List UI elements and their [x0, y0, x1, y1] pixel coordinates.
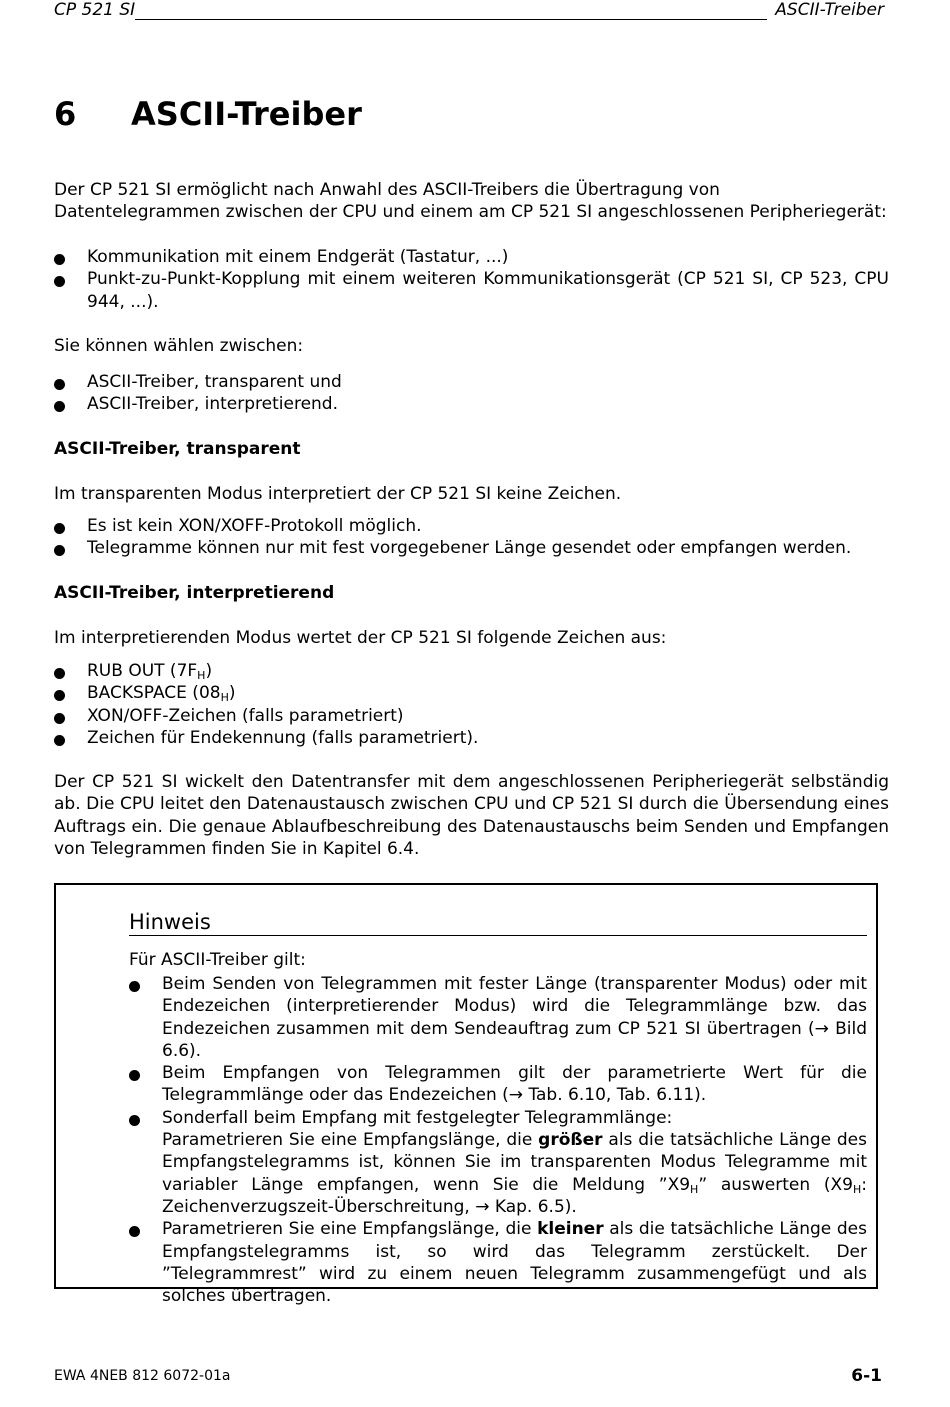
bullet-icon — [54, 735, 65, 746]
intro-paragraph: Der CP 521 SI ermöglicht nach Anwahl des ASCII-Treibers die Übertragung von Datentelegrammen zwischen der CPU und einem am CP 521 SI angeschlossenen Peripheriegerät: — [54, 180, 887, 223]
list-item: ASCII-Treiber, transparent und — [54, 371, 889, 393]
choose-text: Sie können wählen zwischen: — [54, 336, 304, 356]
bullet-icon — [129, 981, 140, 992]
transparent-bullet-list — [54, 515, 889, 560]
section-heading-transparent: ASCII-Treiber, transparent — [54, 439, 301, 459]
list-item: ASCII-Treiber, interpretierend. — [54, 393, 889, 415]
bullet-icon — [54, 668, 65, 679]
transparent-text: Im transparenten Modus interpretiert der CP 521 SI keine Zeichen. — [54, 484, 622, 504]
list-item: BACKSPACE $(08_H)$ — [54, 682, 889, 704]
list-item: Kommunikation mit einem Endgerät (Tastatur, ...) — [54, 246, 889, 268]
bullet-icon — [54, 545, 65, 556]
interpreting-text: Im interpretierenden Modus wertet der CP 521 SI folgende Zeichen aus: — [54, 628, 667, 648]
section-heading-interpreting: ASCII-Treiber, interpretierend — [54, 583, 335, 603]
bullet-icon — [129, 1070, 140, 1081]
bullet-icon — [54, 690, 65, 701]
running-header-left: CP 521 SI — [54, 0, 136, 20]
header-rule — [135, 19, 767, 20]
bullet-icon — [54, 523, 65, 534]
intro-bullet-list — [54, 246, 889, 313]
note-title-rule — [129, 935, 867, 936]
interpreting-bullet-list — [54, 660, 889, 749]
bullet-icon — [54, 713, 65, 724]
note-bullet-list — [129, 973, 867, 1307]
note-title: Hinweis — [129, 910, 211, 934]
chapter-number: 6 — [54, 95, 77, 133]
list-item: Es ist kein XON/XOFF-Protokoll möglich. — [54, 515, 889, 537]
page-number: 6-1 — [851, 1366, 882, 1386]
list-item: Parametrieren Sie eine Empfangslänge, die kleiner als die tatsächliche Länge des Empfangstelegramms ist, so wird das Telegramm zerstückelt. Der ”Telegrammrest” wird zu einem neuen Telegramm zusammengefügt und als solches übertragen. — [129, 1218, 867, 1307]
bullet-icon — [54, 276, 65, 287]
list-item: Punkt-zu-Punkt-Kopplung mit einem weiteren Kommunikationsgerät (CP 521 SI, CP 523, CPU 944, ...). — [54, 268, 889, 313]
list-item: Telegramme können nur mit fest vorgegebener Länge gesendet oder empfangen werden. — [54, 537, 889, 559]
list-item: Beim Empfangen von Telegrammen gilt der parametrierte Wert für die Telegrammlänge oder das Endezeichen (→ Tab. 6.10, Tab. 6.11). — [129, 1062, 867, 1107]
bullet-icon — [129, 1226, 140, 1237]
chapter-title: ASCII-Treiber — [131, 95, 362, 133]
footer-document-id: EWA 4NEB 812 6072-01a — [54, 1368, 231, 1384]
choose-bullet-list — [54, 371, 889, 416]
bullet-icon — [54, 254, 65, 265]
list-item: Sonderfall beim Empfang mit festgelegter Telegrammlänge: Parametrieren Sie eine Empfangslänge, die größer als die tatsächliche Länge des Empfangstelegramms ist, können Sie im transparenten Modus Telegramme mit variabler Länge empfangen, wenn Sie die Meldung $”X9_H$” auswerten ($X9_H$: Zeichenverzugszeit-Überschreitung, → Kap. 6.5). — [129, 1107, 867, 1218]
bullet-icon — [129, 1115, 140, 1126]
list-item: RUB OUT $(7F_H)$ — [54, 660, 889, 682]
closing-paragraph: Der CP 521 SI wickelt den Datentransfer mit dem angeschlossenen Peripheriegerät selbständig ab. Die CPU leitet den Datenaustausch zwischen CPU und CP 521 SI durch die Übersendung eines Auftrags ein. Die genaue Ablaufbeschreibung des Datenaustauschs beim Senden und Empfangen von Telegrammen finden Sie in Kapitel 6.4. — [54, 772, 889, 859]
list-item: XON/OFF-Zeichen (falls parametriert) — [54, 705, 889, 727]
note-intro: Für ASCII-Treiber gilt: — [129, 950, 306, 970]
bullet-icon — [54, 379, 65, 390]
list-item: Beim Senden von Telegrammen mit fester Länge (transparenter Modus) oder mit Endezeichen (interpretierender Modus) wird die Telegrammlänge bzw. das Endezeichen zusammen mit dem Sendeauftrag zum CP 521 SI übertragen (→ Bild 6.6). — [129, 973, 867, 1062]
running-header-right: ASCII-Treiber — [775, 0, 884, 20]
list-item: Zeichen für Endekennung (falls parametriert). — [54, 727, 889, 749]
bullet-icon — [54, 401, 65, 412]
